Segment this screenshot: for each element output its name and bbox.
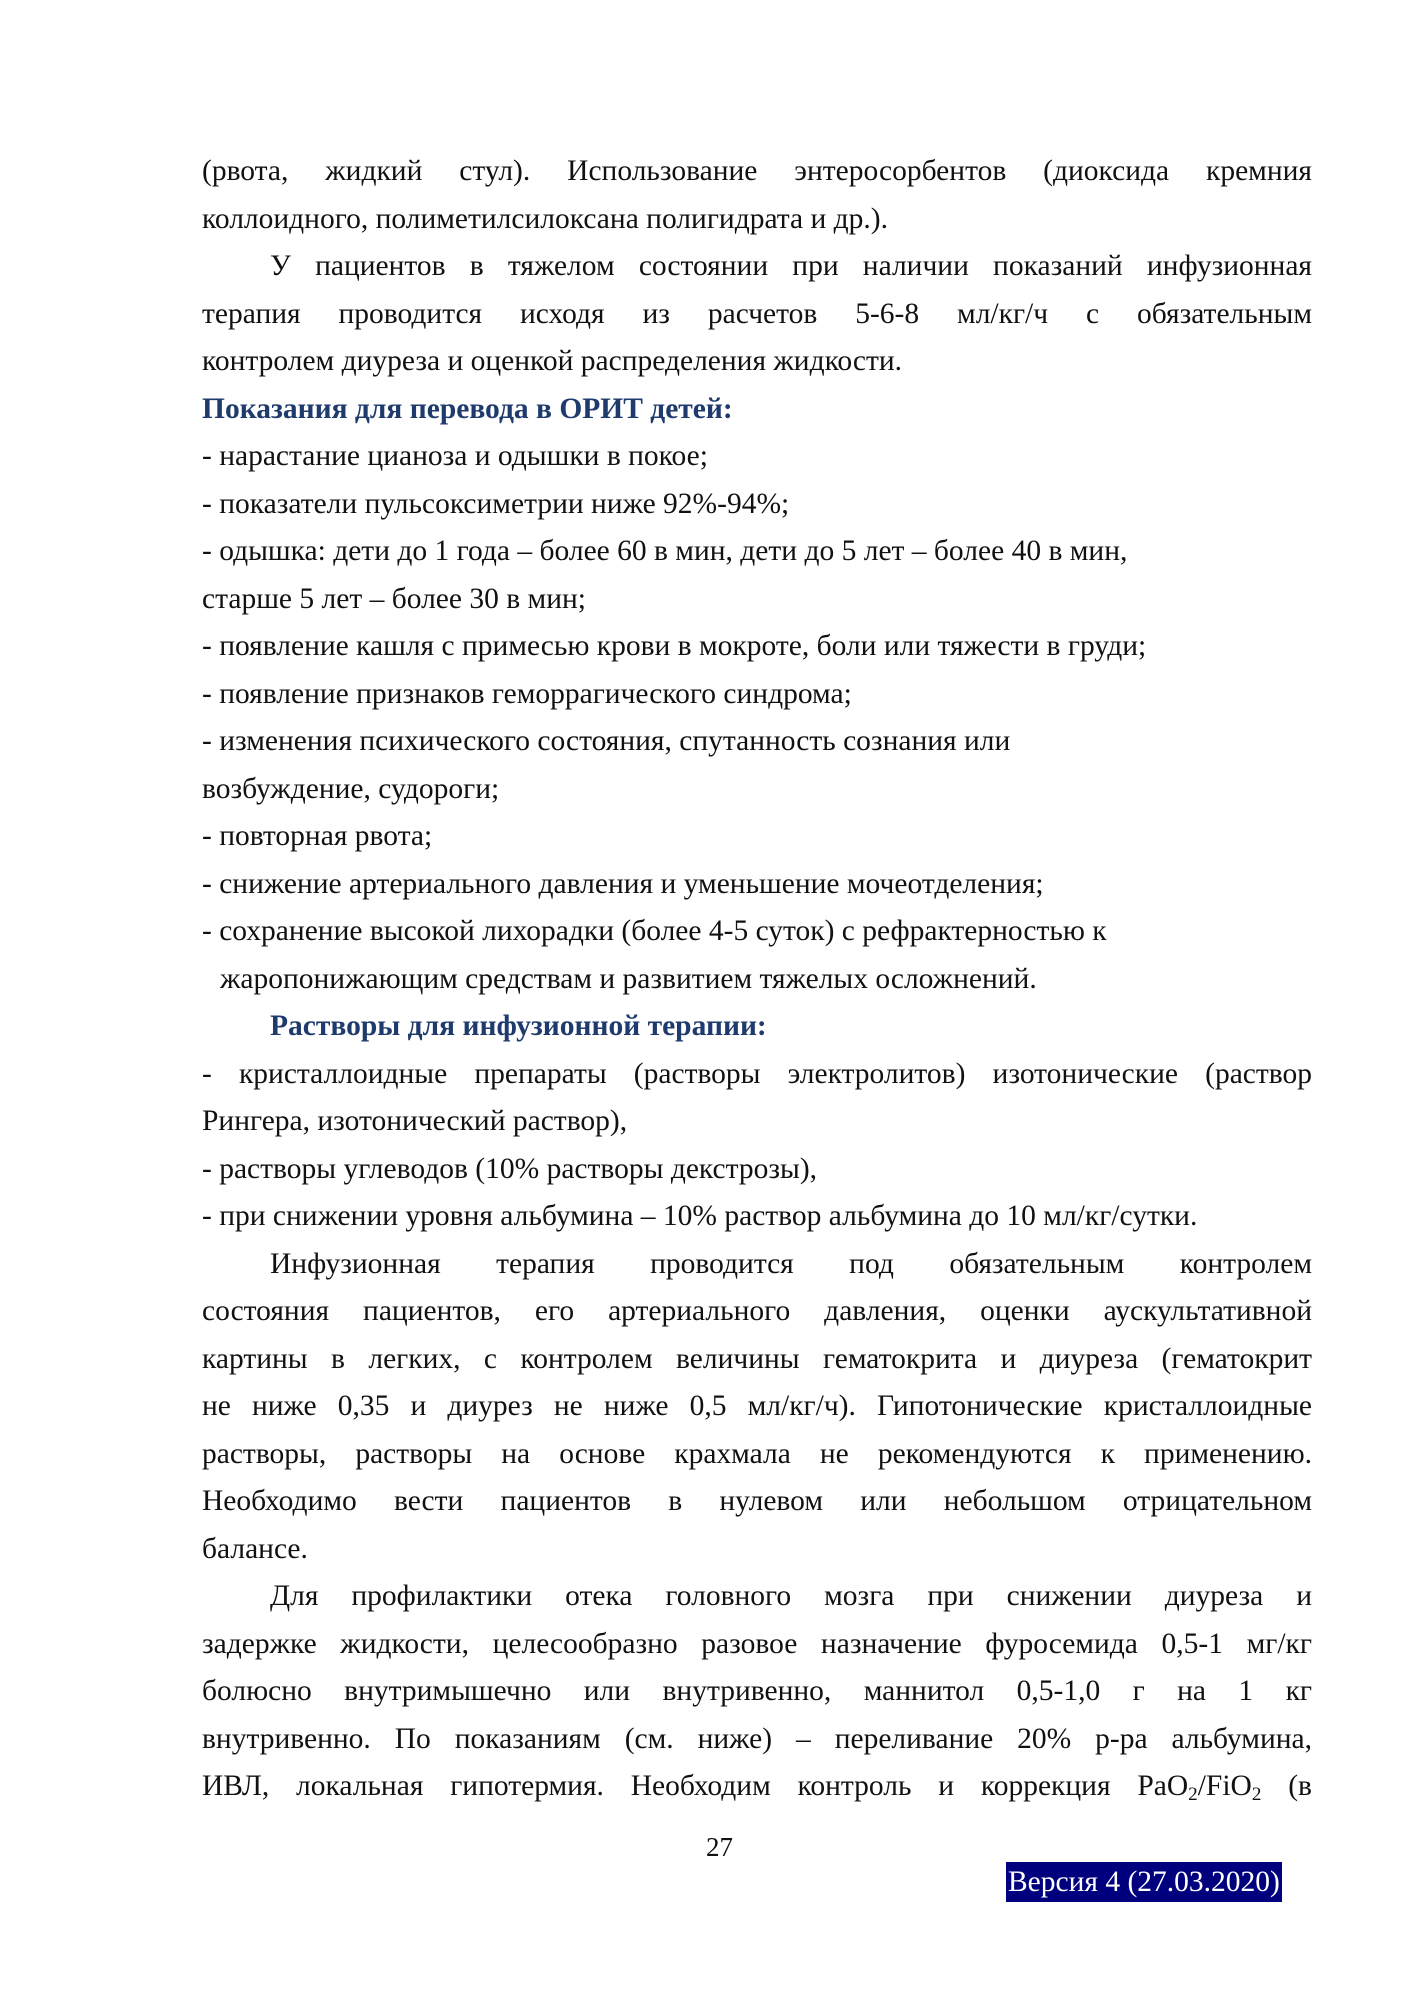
list-item: - снижение артериального давления и уменьшение мочеотделения; [202,867,1044,900]
paragraph-line: Инфузионная терапия проводится под обязательным контролем [270,1247,1312,1280]
paragraph-line-formula [202,1763,1312,1811]
list-item: старше 5 лет – более 30 в мин; [202,582,586,615]
list-item: - растворы углеводов (10% растворы декстрозы), [202,1152,818,1185]
list-item: жаропонижающим средствам и развитием тяжелых осложнений. [220,962,1037,995]
paragraph-line: балансе. [202,1532,308,1565]
paragraph-line: (рвота, жидкий стул). Использование энтеросорбентов (диоксида кремния [202,155,1312,187]
paragraph-line: терапия проводится исходя из расчетов 5-6-8 мл/кг/ч с обязательным [202,297,1312,330]
paragraph-line: коллоидного, полиметилсилоксана полигидрата и др.). [202,202,889,235]
paragraph-line: контролем диуреза и оценкой распределения жидкости. [202,345,903,377]
section-heading-icu-transfer: Показания для перевода в ОРИТ детей: [202,392,733,425]
list-item: возбуждение, судороги; [202,772,500,805]
list-item: - показатели пульсоксиметрии ниже 92%-94%; [202,487,790,520]
paragraph-line: Для профилактики отека головного мозга при снижении диуреза и [270,1580,1312,1612]
list-item: - повторная рвота; [202,820,433,852]
paragraph-line: У пациентов в тяжелом состоянии при наличии показаний инфузионная [270,250,1312,282]
list-item: Рингера, изотонический раствор), [202,1105,628,1137]
subscript: 2 [1188,1783,1198,1805]
page-number: 27 [706,1832,733,1862]
text-fragment: ИВЛ, локальная гипотермия. Необходим контроль и коррекция Pa [202,1770,1167,1802]
list-item: - кристаллоидные препараты (растворы электролитов) изотонические (раствор [202,1057,1312,1090]
paragraph-line: растворы, растворы на основе крахмала не рекомендуются к применению. [202,1437,1312,1470]
paragraph-line: задержке жидкости, целесообразно разовое назначение фуросемида 0,5-1 мг/кг [202,1627,1312,1660]
list-item: - появление кашля с примесью крови в мокроте, боли или тяжести в груди; [202,630,1147,662]
document-page [202,148,1312,1811]
list-item: - сохранение высокой лихорадки (более 4-5 суток) с рефрактерностью к [202,915,1107,947]
list-item: - одышка: дети до 1 года – более 60 в мин, дети до 5 лет – более 40 в мин, [202,535,1128,567]
text-fragment: /FiO [1197,1770,1252,1802]
paragraph-line: Необходимо вести пациентов в нулевом или небольшом отрицательном [202,1485,1312,1517]
section-heading-infusion-solutions: Растворы для инфузионной терапии: [270,1010,767,1042]
list-item: - при снижении уровня альбумина – 10% раствор альбумина до 10 мл/кг/сутки. [202,1200,1198,1232]
text-fragment: (в [1261,1770,1312,1802]
paragraph-line: внутривенно. По показаниям (см. ниже) – переливание 20% р-ра альбумина, [202,1722,1312,1755]
text-fragment: O [1166,1770,1189,1802]
paragraph-line: не ниже 0,35 и диурез не ниже 0,5 мл/кг/ч). Гипотонические кристаллоидные [202,1390,1312,1422]
version-badge: Версия 4 (27.03.2020) [1006,1862,1282,1902]
list-item: - нарастание цианоза и одышки в покое; [202,440,708,472]
paragraph-line: картины в легких, с контролем величины гематокрита и диуреза (гематокрит [202,1342,1312,1375]
paragraph-line: болюсно внутримышечно или внутривенно, маннитол 0,5-1,0 г на 1 кг [202,1675,1312,1707]
list-item: - изменения психического состояния, спутанность сознания или [202,725,1011,757]
subscript: 2 [1251,1783,1262,1805]
paragraph-line: состояния пациентов, его артериального давления, оценки аускультативной [202,1295,1312,1327]
list-item: - появление признаков геморрагического синдрома; [202,677,852,710]
